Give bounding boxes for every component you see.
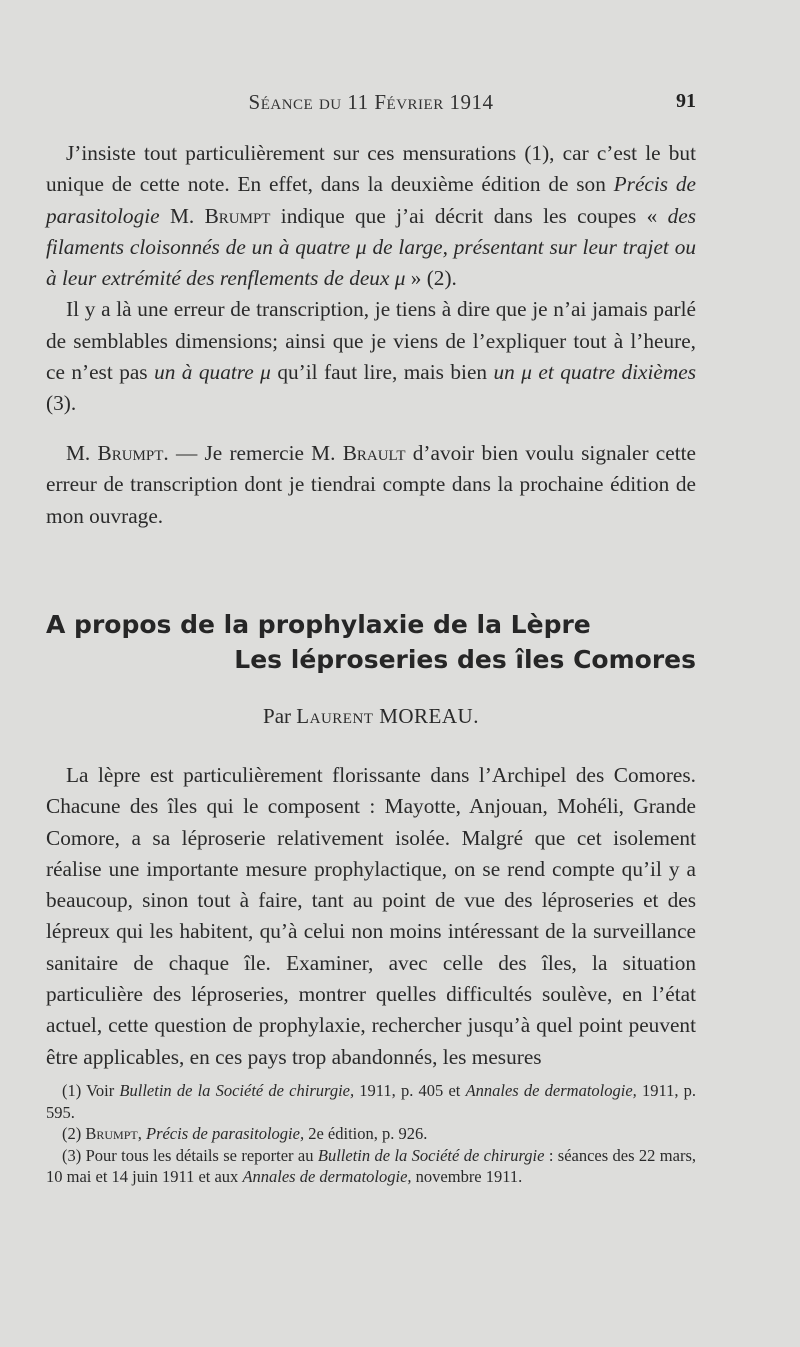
article-author: Par Laurent MOREAU. [263, 704, 479, 728]
discussion-block [46, 138, 696, 420]
author-name: Brumpt [204, 203, 271, 228]
article-title-line1: A propos de la prophylaxie de la Lèpre [46, 610, 591, 639]
footnote-2: (2) Brumpt, Précis de parasitologie, 2e édition, p. 926. [62, 1124, 428, 1143]
paragraph-erreur: Il y a là une erreur de transcription, je tiens à dire que je n’ai jamais parlé de semblables dimensions; ainsi que je viens de l’expliquer tout à l’heure, ce n’est pas un à quatre μ qu’il faut lire, mais bien un μ et quatre dixièmes (3). [46, 297, 697, 416]
article-paragraph: La lèpre est particulièrement florissante dans l’Archipel des Comores. Chacune des îles qui le composent : Mayotte, Anjouan, Mohéli, Grande Comore, a sa léproserie relativement isolée. Malgré que cet isolement réalise une importante mesure prophylactique, on se rend compte qu’il y a beaucoup, sinon tout à faire, tant au point de vue des léproseries et des lépreux qui les habitent, qu’à celui non moins intéressant de la surveillance sanitaire de chaque île. Examiner, avec celle des îles, la situation particulière des léproseries, montrer quelles difficultés soulève, en l’état actuel, cette question de prophylaxie, rechercher jusqu’à quel point peuvent être applicables, en ces pays trop abandonnés, les mesures [46, 763, 696, 1069]
paragraph-reply: M. Brumpt. — Je remercie M. Brault d’avoir bien voulu signaler cette erreur de transcription dont je tiendrai compte dans la prochaine édition de mon ouvrage. [46, 441, 696, 528]
article-body [46, 760, 696, 1073]
page-number: 91 [676, 90, 696, 112]
quotation: des filaments cloisonnés de un à quatre μ de large, présentant sur leur trajet ou à leur extrémité des renflements de deux μ [46, 203, 696, 291]
article-title-line2: Les léproseries des îles Comores [234, 645, 696, 674]
footnotes [46, 1080, 696, 1188]
paragraph-mensurations: J’insiste tout particulièrement sur ces mensurations (1), car c’est le but unique de cette note. En effet, dans la deuxième édition de son Précis de parasitologie M. Brumpt indique que j’ai décrit dans les coupes « des filaments cloisonnés de un à quatre μ de large, présentant sur leur trajet ou à leur extrémité des renflements de deux μ » (2). [46, 141, 696, 291]
footnote-1: (1) Voir Bulletin de la Société de chirurgie, 1911, p. 405 et Annales de dermatologie, 1911, p. 595. [46, 1081, 697, 1122]
book-title: Précis de parasitologie [46, 172, 696, 228]
running-title: Séance du 11 Février 1914 [248, 90, 494, 114]
footnote-3: (3) Pour tous les détails se reporter au Bulletin de la Société de chirurgie : séances des 22 mars, 10 mai et 14 juin 1911 et aux Annales de dermatologie, novembre 1911. [46, 1145, 697, 1186]
speaker-name: Brumpt [97, 441, 164, 465]
reply-block [46, 438, 696, 532]
running-header [46, 90, 696, 120]
